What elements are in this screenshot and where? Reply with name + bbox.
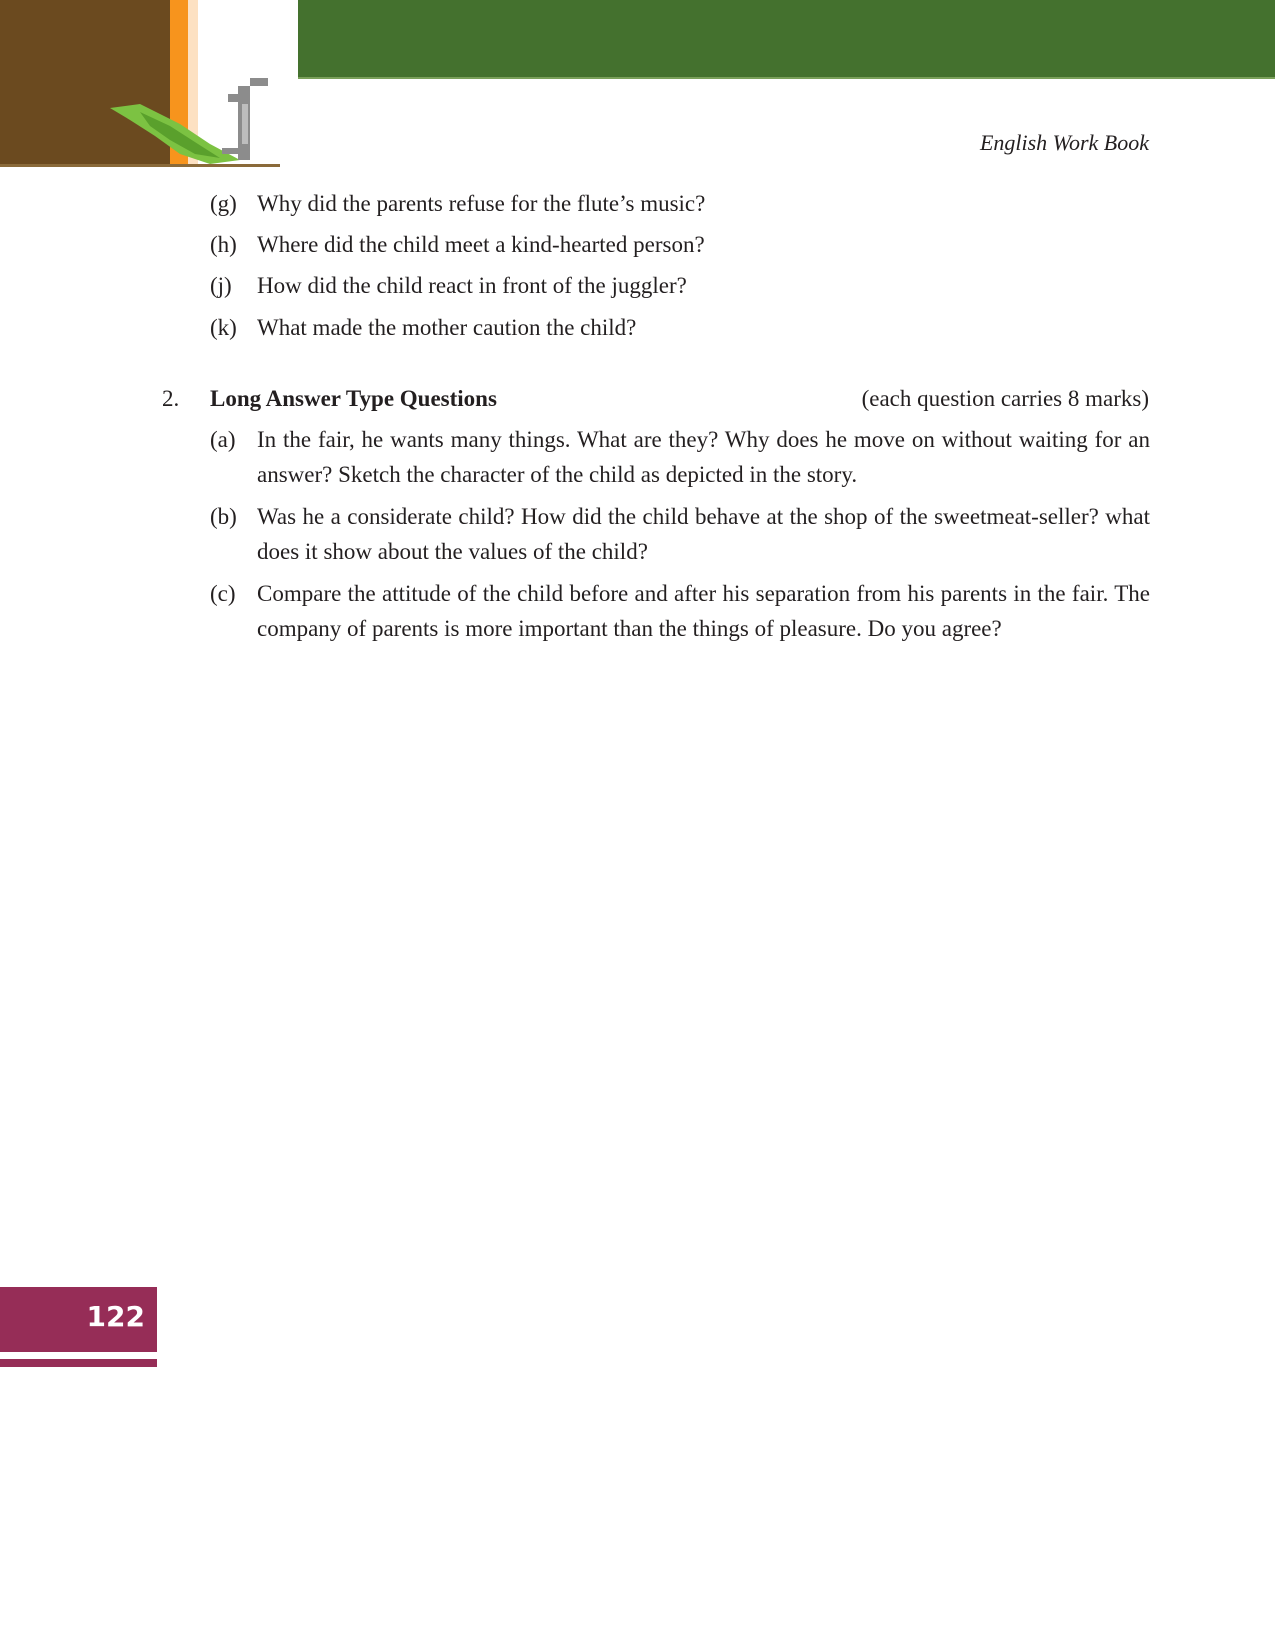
item-letter: (b): [210, 504, 237, 529]
section-title: Long Answer Type Questions: [210, 386, 497, 411]
item-text: Was he a considerate child? How did the child behave at the shop of the sweetmeat-seller? what does it show about the values of the child?: [257, 504, 1150, 564]
item-text: In the fair, he wants many things. What are they? Why does he move on without waiting for an answer? Sketch the character of the child as depicted in the story.: [257, 427, 1150, 487]
item-letter: (j): [210, 273, 232, 298]
item-text: Compare the attitude of the child before and after his separation from his parents in the fair. The company of parents is more important than the things of pleasure. Do you agree?: [257, 581, 1150, 641]
page-number: 122: [86, 1300, 145, 1333]
item-letter: (a): [210, 427, 236, 452]
header-green-edge: [298, 77, 1275, 79]
section-number: 2.: [162, 386, 180, 411]
list-item: [210, 499, 1150, 569]
list-item: [210, 268, 1150, 303]
item-text: What made the mother caution the child?: [257, 315, 637, 340]
list-item: [210, 310, 1150, 345]
page-number-tab: [0, 1287, 157, 1352]
list-item: [210, 422, 1150, 492]
running-head: English Work Book: [979, 130, 1149, 155]
list-item: [210, 186, 1150, 221]
item-letter: (k): [210, 315, 237, 340]
decorative-plant-icon: [110, 74, 300, 174]
item-text: Where did the child meet a kind-hearted person?: [257, 232, 705, 257]
section-marks-note: (each question carries 8 marks): [861, 386, 1149, 411]
item-letter: (h): [210, 232, 237, 257]
header-green-band: [298, 0, 1275, 78]
page-number-underline: [0, 1359, 157, 1367]
item-text: How did the child react in front of the juggler?: [257, 273, 687, 298]
list-item: [210, 576, 1150, 646]
item-letter: (g): [210, 191, 237, 216]
item-text: Why did the parents refuse for the flute’s music?: [257, 191, 706, 216]
list-item: [210, 227, 1150, 262]
item-letter: (c): [210, 581, 236, 606]
